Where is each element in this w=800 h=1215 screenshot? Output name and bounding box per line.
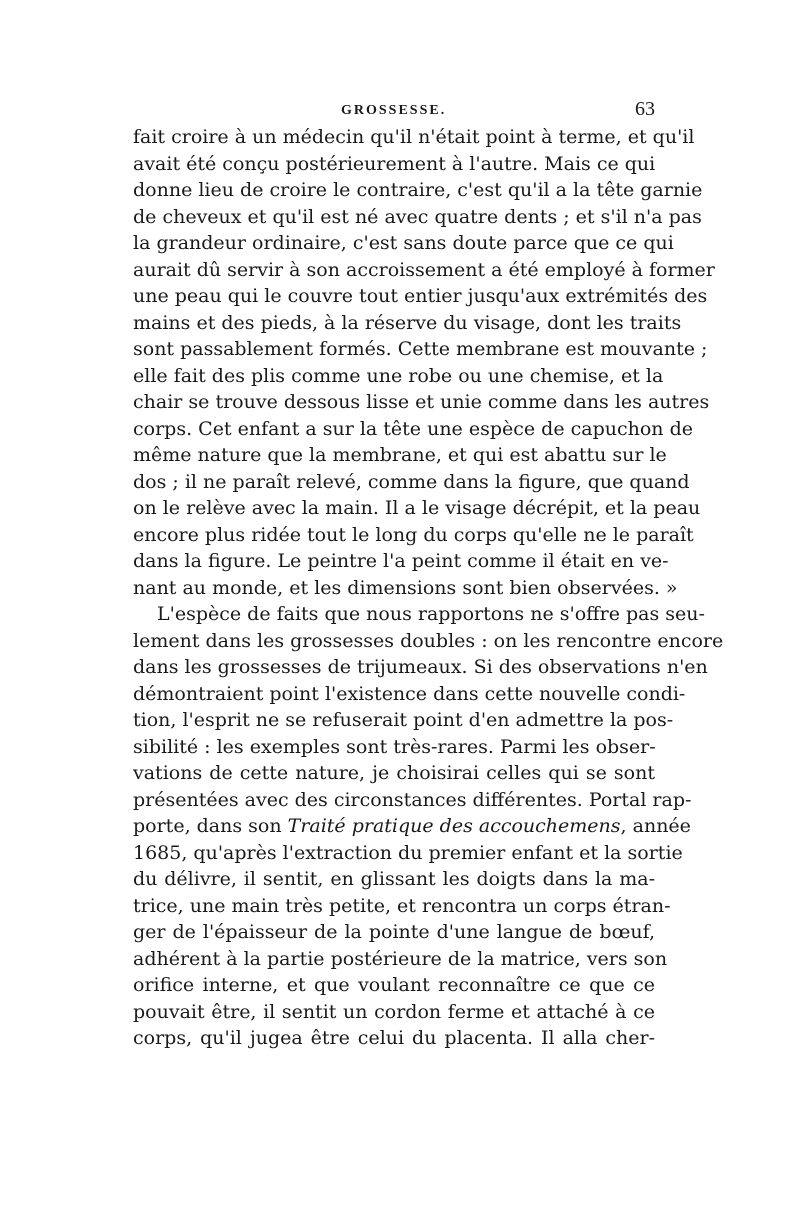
text-line: dos ; il ne paraît relevé, comme dans la figure, que quand [133, 470, 690, 493]
text-line: aurait dû servir à son accroissement a été employé à former [133, 258, 715, 281]
text-line-paragraph-start: L'espèce de faits que nous rapportons ne s'offre pas seu- [157, 603, 705, 625]
text-line: la grandeur ordinaire, c'est sans doute parce que ce qui [133, 232, 674, 254]
text-line: lement dans les grossesses doubles : on les rencontre encore [133, 629, 724, 652]
text-line: ger de l'épaisseur de la pointe d'une langue de bœuf, [133, 921, 655, 943]
text-line: orifice interne, et que voulant reconnaître ce que ce [133, 974, 655, 996]
text-line: adhérent à la partie postérieure de la matrice, vers son [133, 947, 668, 970]
running-title: GROSSESSE. [341, 103, 447, 118]
text-line-paragraph-end: nant au monde, et les dimensions sont bien observées. » [133, 576, 678, 599]
text-line: corps, qu'il jugea être celui du placenta. Il alla cher- [133, 1027, 655, 1049]
text-line: sibilité : les exemples sont très-rares. Parmi les obser- [133, 735, 656, 758]
text-line: corps. Cet enfant a sur la tête une espèce de capuchon de [133, 417, 693, 440]
text-line: fait croire à un médecin qu'il n'était point à terme, et qu'il [133, 126, 695, 148]
text-line: 1685, qu'après l'extraction du premier enfant et la sortie [133, 841, 683, 864]
text-line: de cheveux et qu'il est né avec quatre dents ; et s'il n'a pas [133, 205, 702, 228]
text-line: avait été conçu postérieurement à l'autre. Mais ce qui [133, 152, 656, 175]
text-segment: , année [620, 815, 691, 837]
text-line: mains et des pieds, à la réserve du visage, dont les traits [133, 311, 682, 334]
text-line: même nature que la membrane, et qui est abattu sur le [133, 444, 667, 466]
text-line: elle fait des plis comme une robe ou une chemise, et la [133, 364, 664, 387]
text-line: présentées avec des circonstances différentes. Portal rap- [133, 788, 692, 811]
text-line: dans les grossesses de trijumeaux. Si des observations n'en [133, 656, 708, 678]
text-line-with-title [133, 813, 691, 840]
text-line: on le relève avec la main. Il a le visage décrépit, et la peau [133, 497, 701, 519]
text-line: trice, une main très petite, et rencontra un corps étran- [133, 894, 671, 917]
running-header [133, 95, 655, 125]
main-text [133, 124, 724, 1052]
text-line: démontraient point l'existence dans cette nouvelle condi- [133, 682, 686, 705]
text-line: sont passablement formés. Cette membrane est mouvante ; [133, 338, 708, 360]
text-line: chair se trouve dessous lisse et unie comme dans les autres [133, 391, 710, 413]
text-line: du délivre, il sentit, en glissant les doigts dans la ma- [133, 868, 655, 890]
text-line: une peau qui le couvre tout entier jusqu'aux extrémités des [133, 285, 708, 307]
text-line: dans la figure. Le peintre l'a peint comme il était en ve- [133, 550, 669, 572]
page-number: 63 [635, 98, 655, 120]
text-line: donne lieu de croire le contraire, c'est qu'il a la tête garnie [133, 179, 703, 201]
book-title-italic: Traité pratique des accouchemens [287, 815, 621, 837]
text-line: tion, l'esprit ne se refuserait point d'en admettre la pos- [133, 709, 674, 731]
text-line: vations de cette nature, je choisirai celles qui se sont [133, 762, 655, 784]
text-line: pouvait être, il sentit un cordon ferme et attaché à ce [133, 1000, 655, 1023]
text-segment: porte, dans son [133, 815, 282, 837]
text-line: encore plus ridée tout le long du corps qu'elle ne le paraît [133, 523, 694, 546]
